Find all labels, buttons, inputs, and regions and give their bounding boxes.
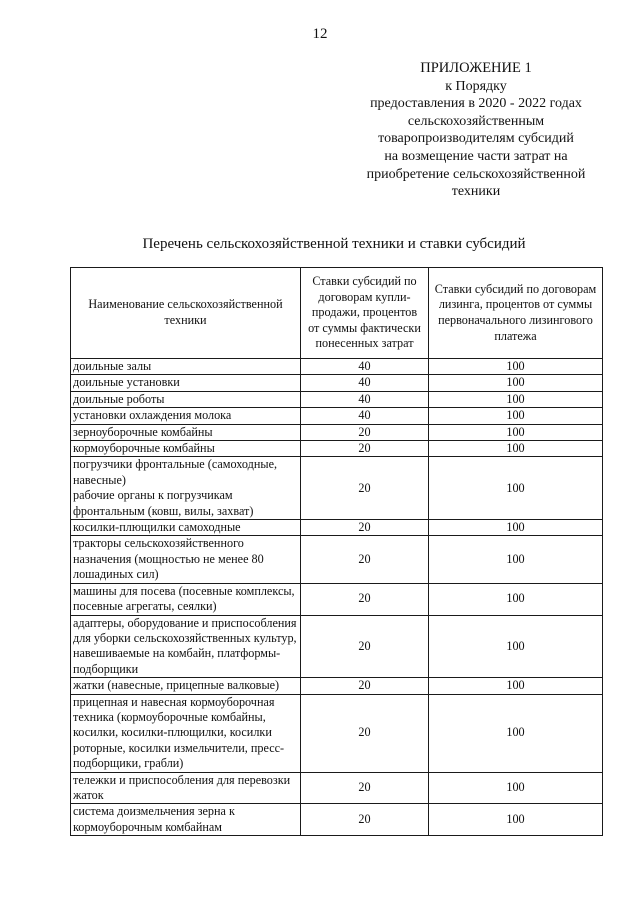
header-sale-rate: Ставки субсидий по договорам купли-продажи, процентов от суммы фактически понесенных затрат (301, 268, 429, 359)
table-header-row (71, 268, 603, 359)
equipment-name-secondary: рабочие органы к погрузчикам фронтальным (ковш, вилы, захват) (73, 488, 254, 518)
lease-rate: 100 (429, 583, 603, 615)
appendix-line: приобретение сельскохозяйственной (366, 166, 586, 182)
appendix-line: на возмещение части затрат на (384, 148, 568, 164)
sale-rate: 20 (301, 457, 429, 520)
lease-rate: 100 (429, 678, 603, 694)
equipment-name: система доизмельчения зерна к кормоуборочным комбайнам (71, 804, 301, 836)
table-row (71, 583, 603, 615)
sale-rate: 20 (301, 694, 429, 772)
appendix-heading (346, 60, 606, 201)
lease-rate: 100 (429, 804, 603, 836)
lease-rate: 100 (429, 520, 603, 536)
equipment-name: тележки и приспособления для перевозки жаток (71, 772, 301, 804)
appendix-line: к Порядку (445, 78, 507, 94)
lease-rate: 100 (429, 424, 603, 440)
equipment-name: доильные установки (71, 375, 301, 391)
table-row (71, 441, 603, 457)
equipment-name: доильные роботы (71, 391, 301, 407)
sale-rate: 20 (301, 424, 429, 440)
table-row (71, 520, 603, 536)
equipment-name: зерноуборочные комбайны (71, 424, 301, 440)
subsidy-rates-table (70, 267, 603, 836)
table-row (71, 457, 603, 520)
table-row (71, 536, 603, 583)
sale-rate: 20 (301, 520, 429, 536)
appendix-line: техники (451, 184, 501, 200)
table-row (71, 375, 603, 391)
sale-rate: 40 (301, 359, 429, 375)
table-row (71, 359, 603, 375)
appendix-title: ПРИЛОЖЕНИЕ 1 (420, 60, 532, 76)
equipment-name: жатки (навесные, прицепные валковые) (71, 678, 301, 694)
header-equipment-name: Наименование сельскохозяйственной техники (71, 268, 301, 359)
lease-rate: 100 (429, 457, 603, 520)
equipment-name: тракторы сельскохозяйственного назначения (мощностью не менее 80 лошадиных сил) (71, 536, 301, 583)
table-row (71, 391, 603, 407)
appendix-line: предоставления в 2020 - 2022 годах (370, 96, 582, 112)
sale-rate: 20 (301, 678, 429, 694)
lease-rate: 100 (429, 615, 603, 678)
sale-rate: 20 (301, 615, 429, 678)
lease-rate: 100 (429, 359, 603, 375)
equipment-name: адаптеры, оборудование и приспособления для уборки сельскохозяйственных культур, навешиваемые на комбайн, платформы-подборщики (71, 615, 301, 678)
equipment-name: установки охлаждения молока (71, 408, 301, 424)
lease-rate: 100 (429, 408, 603, 424)
lease-rate: 100 (429, 772, 603, 804)
sale-rate: 40 (301, 375, 429, 391)
table-row (71, 772, 603, 804)
appendix-line: сельскохозяйственным (407, 113, 545, 129)
table-row (71, 424, 603, 440)
equipment-name: погрузчики фронтальные (самоходные, навесные) (73, 457, 278, 487)
sale-rate: 20 (301, 583, 429, 615)
table-row (71, 615, 603, 678)
equipment-name: машины для посева (посевные комплексы, посевные агрегаты, сеялки) (71, 583, 301, 615)
sale-rate: 20 (301, 772, 429, 804)
table-row (71, 678, 603, 694)
equipment-name-cell (71, 457, 301, 520)
lease-rate: 100 (429, 375, 603, 391)
sale-rate: 40 (301, 408, 429, 424)
lease-rate: 100 (429, 441, 603, 457)
sale-rate: 20 (301, 536, 429, 583)
equipment-name: кормоуборочные комбайны (71, 441, 301, 457)
table-row (71, 408, 603, 424)
equipment-name: косилки-плющилки самоходные (71, 520, 301, 536)
equipment-name: прицепная и навесная кормоуборочная техника (кормоуборочные комбайны, косилки, косилки-плющилки, косилки роторные, косилки измельчители, пресс-подборщики, грабли) (71, 694, 301, 772)
appendix-line: товаропроизводителям субсидий (378, 131, 574, 147)
sale-rate: 40 (301, 391, 429, 407)
table-row (71, 804, 603, 836)
table-row (71, 694, 603, 772)
page-number: 12 (312, 26, 328, 42)
table-title: Перечень сельскохозяйственной техники и ставки субсидий (142, 236, 526, 252)
header-lease-rate: Ставки субсидий по договорам лизинга, процентов от суммы первоначального лизингового платежа (429, 268, 603, 359)
equipment-name: доильные залы (71, 359, 301, 375)
lease-rate: 100 (429, 391, 603, 407)
lease-rate: 100 (429, 694, 603, 772)
sale-rate: 20 (301, 804, 429, 836)
lease-rate: 100 (429, 536, 603, 583)
sale-rate: 20 (301, 441, 429, 457)
